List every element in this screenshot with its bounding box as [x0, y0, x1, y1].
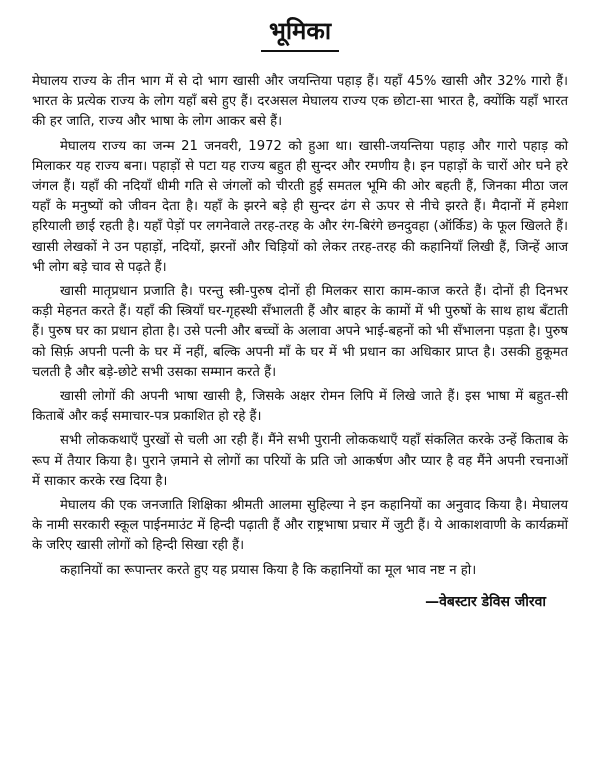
- paragraph-6: मेघालय की एक जनजाति शिक्षिका श्रीमती आलमा सुहिल्या ने इन कहानियों का अनुवाद किया है। मेघालय के नामी सरकारी स्कूल पाईनमाउंट में हिन्दी पढ़ाती हैं और राष्ट्रभाषा प्रचार में जुटी हैं। ये आकाशवाणी के कार्यक्रमों के जरिए खासी लोगों को हिन्दी सिखा रही हैं।: [32, 498, 568, 554]
- paragraph-7: कहानियों का रूपान्तर करते हुए यह प्रयास किया है कि कहानियों का मूल भाव नष्ट न हो।: [60, 562, 477, 578]
- paragraph-1: मेघालय राज्य के तीन भाग में से दो भाग खासी और जयन्तिया पहाड़ हैं। यहाँ 45% खासी और 32% गारो हैं। भारत के प्रत्येक राज्य के लोग यहाँ बसे हुए हैं। दरअसल मेघालय राज्य एक छोटा-सा भारत है, क्योंकि यहाँ भारत की हर जाति, राज्य और भाषा के लोग आकर बसे हैं।: [32, 74, 568, 130]
- page-title: भूमिका: [268, 17, 332, 45]
- paragraph-2: मेघालय राज्य का जन्म 21 जनवरी, 1972 को हुआ था। खासी-जयन्तिया पहाड़ और गारो पहाड़ को मिलाकर यह राज्य बना। पहाड़ों से पटा यह राज्य बहुत ही सुन्दर और रमणीय है। इन पहाड़ों के चारों ओर घने हरे जंगल हैं। यहाँ की नदियाँ धीमी गति से जंगलों को चीरती हुई समतल भूमि की ओर बहती हैं, जिनका मीठा जल यहाँ के मनुष्यों को जीवन देता है। यहाँ के झरने बड़े ही सुन्दर ढंग से ऊपर से नीचे झरते हैं। मैदानों में हमेशा हरियाली छाई रहती है। यहाँ पेड़ों पर लगनेवाले तरह-तरह के और रंग-बिरंगे छनदुवहा (ऑर्किड) के फूल खिलते हैं। खासी लेखकों ने उन पहाड़ों, नदियों, झरनों और चिड़ियों को लेकर तरह-तरह की कहानियाँ लिखी हैं, जिन्हें आज भी लोग बड़े चाव से पढ़ते हैं।: [32, 138, 568, 275]
- paragraph-4: खासी लोगों की अपनी भाषा खासी है, जिसके अक्षर रोमन लिपि में लिखे जाते हैं। इस भाषा में बहुत-सी किताबें और कई समाचार-पत्र प्रकाशित हो रहे हैं।: [32, 389, 568, 425]
- author-signature: —वेबस्टार डेविस जीरवा: [425, 593, 546, 610]
- paragraph-5: सभी लोककथाएँ पुरखों से चली आ रही हैं। मैंने सभी पुरानी लोककथाएँ यहाँ संकलित करके उन्हें किताब के रूप में तैयार किया है। पुराने ज़माने से लोगों का परियों के प्रति जो आकर्षण और प्यार है वह मैंने अपनी रचनाओं में साकार करके रख दिया है।: [32, 433, 568, 489]
- paragraph-3: खासी मातृप्रधान प्रजाति है। परन्तु स्त्री-पुरुष दोनों ही मिलकर सारा काम-काज करते हैं। दोनों ही दिनभर कड़ी मेहनत करते हैं। यहाँ की स्त्रियाँ घर-गृहस्थी सँभालती हैं और बाहर के कामों में भी पुरुषों के साथ हाथ बँटाती हैं। पुरुष घर का प्रधान होता है। उसे पत्नी और बच्चों के अलावा अपने भाई-बहनों को भी सँभालना पड़ता है। पुरुष को सिर्फ़ अपनी पत्नी के घर में नहीं, बल्कि अपनी माँ के घर में भी प्रधान का अधिकार प्राप्त है। उसकी हुकूमत चलती है और बड़े-छोटे सभी उसका सम्मान करते हैं।: [32, 284, 568, 380]
- document-page: [0, 14, 600, 775]
- title-underline: [261, 50, 339, 52]
